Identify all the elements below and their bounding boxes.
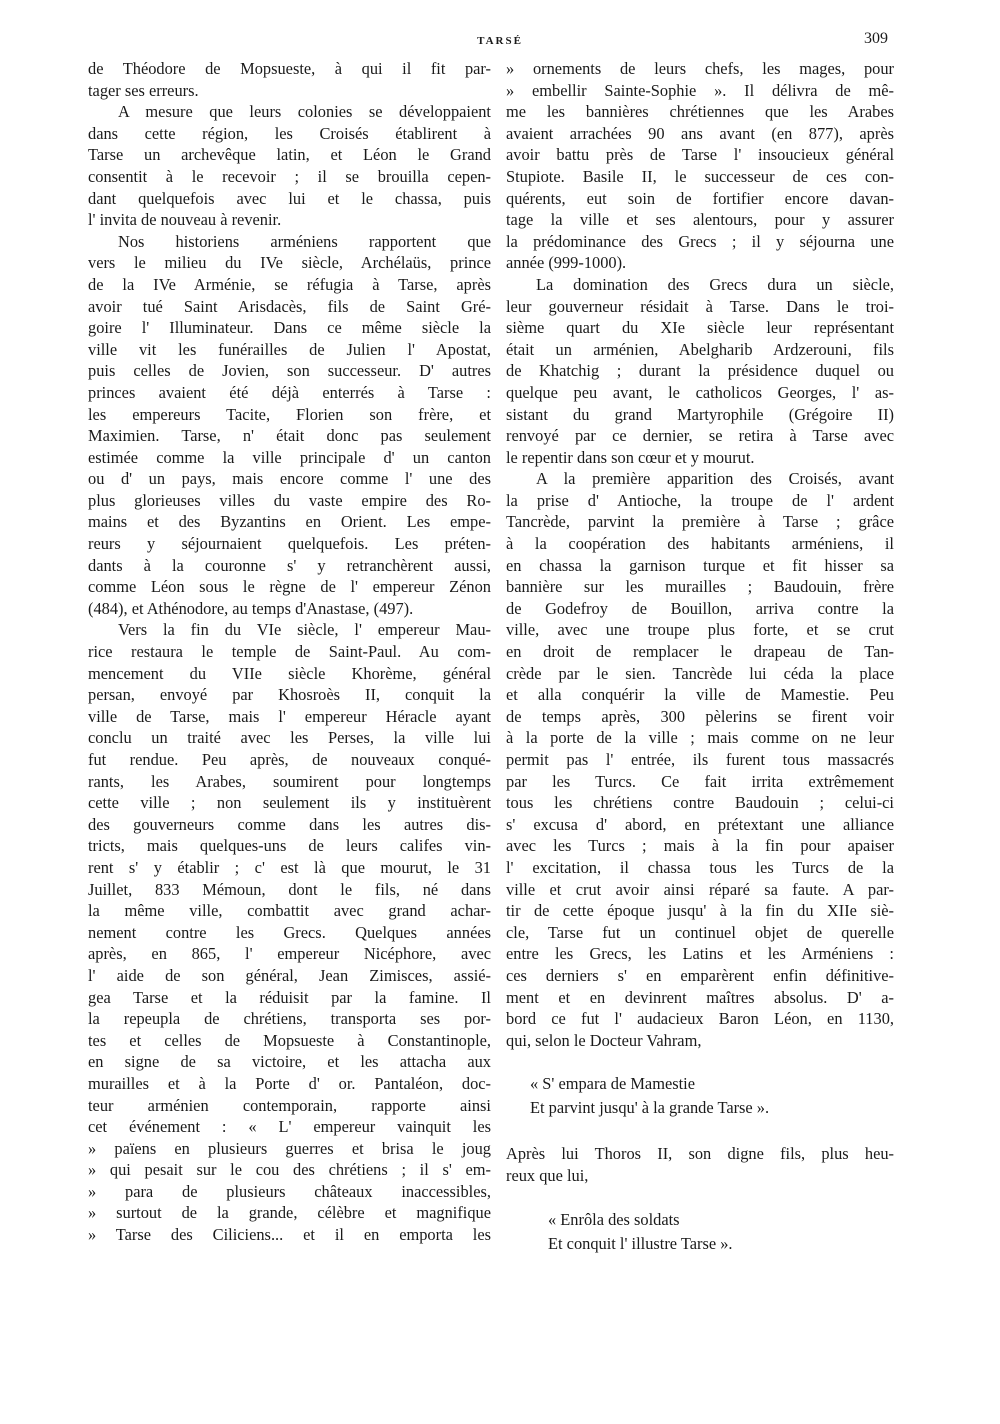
text-line: nement contre les Grecs. Quelques années bbox=[88, 922, 491, 942]
text-line: cle, Tarse fut un continuel objet de querelle bbox=[506, 922, 894, 942]
text-line: Vers la fin du VIe siècle, l' empereur Mau- bbox=[118, 620, 491, 640]
text-line: cette ville ; non seulement ils y instituèrent bbox=[88, 793, 491, 813]
text-line: de Khatchig ; durant la présidence duquel ou bbox=[506, 361, 894, 381]
text-line: » ornements de leurs chefs, les mages, pour bbox=[506, 59, 894, 78]
text-line: l' excitation, il chassa tous les Turcs de la bbox=[506, 857, 894, 877]
text-line: Nos historiens arméniens rapportent que bbox=[118, 231, 491, 251]
running-title: TARSÉ bbox=[477, 35, 523, 47]
text-line: le repentir dans son cœur et y mourut. bbox=[506, 447, 755, 467]
text-line: en droit de remplacer le drapeau de Tan- bbox=[506, 642, 894, 662]
text-line: Maximien. Tarse, n' était donc pas seulement bbox=[88, 426, 491, 446]
text-line: persan, envoyé par Khosroès II, conquit la bbox=[88, 685, 491, 705]
text-line: en signe de sa victoire, et les attacha aux bbox=[88, 1052, 491, 1072]
text-line: qui, selon le Docteur Vahram, bbox=[506, 1030, 702, 1050]
text-line: la prédominance des Grecs ; il y séjourna une bbox=[506, 231, 894, 251]
text-line: des gouverneurs comme dans les autres dis- bbox=[88, 814, 491, 834]
text-line: avec les Turcs ; mais à la fin pour apaiser bbox=[506, 836, 894, 856]
text-line: conclu un traité avec les Perses, la ville lui bbox=[88, 728, 491, 748]
text-line: mencement du VIIe siècle Khorème, général bbox=[88, 663, 491, 683]
text-line: dants à la couronne s' y retranchèrent aussi, bbox=[88, 555, 491, 575]
text-line: sième quart du XIe siècle leur représentant bbox=[506, 318, 894, 338]
text-line: tager ses erreurs. bbox=[88, 80, 199, 100]
text-line: rent s' y établir ; c' est là que mourut, le 31 bbox=[88, 857, 491, 877]
text-line: » qui pesait sur le cou des chrétiens ; il s' em- bbox=[88, 1160, 491, 1180]
text-line: tage la ville et ses alentours, pour y assurer bbox=[506, 210, 894, 230]
text-line: quérents, eut soin de fortifier encore davan- bbox=[506, 188, 894, 208]
text-line: s' excusa d' abord, en prétextant une alliance bbox=[506, 814, 894, 834]
paragraph-gap bbox=[506, 1051, 894, 1073]
text-line: plus glorieuses villes du vaste empire des Ro- bbox=[88, 490, 491, 510]
text-line: comme Léon sous le règne de l' empereur Zénon bbox=[88, 577, 491, 597]
text-line: bannière sur les murailles ; Baudouin, frère bbox=[506, 577, 894, 597]
verse-line: Et conquit l' illustre Tarse ». bbox=[548, 1233, 733, 1253]
text-line: de temps après, 300 pèlerins se firent voir bbox=[506, 706, 894, 726]
text-line: (484), et Athénodore, au temps d'Anastase, (497). bbox=[88, 598, 414, 618]
text-line: à la coopération des habitants arméniens, il bbox=[506, 534, 894, 554]
text-line: sistant du grand Martyrophile (Grégoire II) bbox=[506, 404, 894, 424]
text-line: ville, avec une troupe plus forte, et se crut bbox=[506, 620, 894, 640]
text-line: quelque peu avant, le catholicos Georges, l' as- bbox=[506, 382, 894, 402]
text-line: murailles et à la Porte d' or. Pantaléon, doc- bbox=[88, 1073, 491, 1093]
text-line: ville et crut avoir ainsi réparé sa faute. A par- bbox=[506, 879, 894, 899]
text-line: bord ce fut l' audacieux Baron Léon, en 1130, bbox=[506, 1009, 894, 1029]
text-line: ville de Tarse, mais l' empereur Héracle ayant bbox=[88, 706, 491, 726]
page-number: 309 bbox=[864, 30, 888, 47]
text-line: l' invita de nouveau à revenir. bbox=[88, 210, 282, 230]
text-line: de Théodore de Mopsueste, à qui il fit par- bbox=[88, 59, 491, 78]
text-line: l' aide de son général, Jean Zimisces, assié- bbox=[88, 965, 491, 985]
text-line: rice restaura le temple de Saint-Paul. Au com- bbox=[88, 642, 491, 662]
text-line: puis celles de Jovien, son successeur. D' autres bbox=[88, 361, 491, 381]
text-line: leur gouverneur résidait à Tarse. Dans le troi- bbox=[506, 296, 894, 316]
text-line: année (999-1000). bbox=[506, 253, 627, 273]
text-line: de la IVe Arménie, se réfugia à Tarse, après bbox=[88, 274, 491, 294]
text-line: » embellir Sainte-Sophie ». Il délivra de mê- bbox=[506, 80, 894, 100]
text-line: estimée comme la ville principale d' un canton bbox=[88, 447, 491, 467]
text-line: la même ville, combattit avec grand achar- bbox=[88, 901, 491, 921]
text-line: ment et en devinrent maîtres absolus. D' a- bbox=[506, 987, 894, 1007]
text-line: et alla conquérir la ville de Mamestie. Peu bbox=[506, 685, 894, 705]
text-line: était un arménien, Abelgharib Ardzerouni, fils bbox=[506, 339, 894, 359]
text-line: ou d' un pays, mais encore comme l' une des bbox=[88, 469, 491, 489]
text-line: tes et celles de Mopsueste à Constantinople, bbox=[88, 1030, 491, 1050]
text-line: tous les chrétiens contre Baudouin ; celui-ci bbox=[506, 793, 894, 813]
left-column bbox=[88, 58, 491, 1246]
text-line: renvoyé par ce dernier, se retira à Tarse avec bbox=[506, 426, 894, 446]
text-line: vers le milieu du IVe siècle, Archélaüs, prince bbox=[88, 253, 491, 273]
text-line: la repeupla de chrétiens, transporta ses por- bbox=[88, 1009, 491, 1029]
text-line: entre les Grecs, les Latins et les Arméniens : bbox=[506, 944, 894, 964]
text-line: avoir tué Saint Arisdacès, fils de Saint Gré- bbox=[88, 296, 491, 316]
text-line: par les Turcs. Ce fait irrita extrêmement bbox=[506, 771, 894, 791]
text-line: dant quelquefois avec lui et le chassa, puis bbox=[88, 188, 491, 208]
verse-line: « S' empara de Mamestie bbox=[530, 1074, 695, 1094]
text-line: reux que lui, bbox=[506, 1165, 589, 1185]
text-line: cet événement : « L' empereur vainquit les bbox=[88, 1117, 491, 1137]
paragraph-gap bbox=[506, 1187, 894, 1209]
text-line: fut rendue. Peu après, de nouveaux conqué- bbox=[88, 750, 491, 769]
text-line: Après lui Thoros II, son digne fils, plus heu- bbox=[506, 1144, 894, 1164]
text-line: à la porte de la ville ; mais comme on ne leur bbox=[506, 728, 894, 748]
text-line: princes avaient été déjà enterrés à Tarse : bbox=[88, 382, 491, 402]
text-line: ville vit les funérailles de Julien l' Apostat, bbox=[88, 339, 491, 359]
text-line: Tarse un archevêque latin, et Léon le Grand bbox=[88, 145, 491, 165]
text-line: avoir battu près de Tarse l' insoucieux général bbox=[506, 145, 894, 165]
verse-line: Et parvint jusqu' à la grande Tarse ». bbox=[530, 1098, 770, 1118]
text-line: » para de plusieurs châteaux inaccessibles, bbox=[88, 1181, 491, 1201]
text-line: Tancrède, parvint la première à Tarse ; grâce bbox=[506, 512, 894, 532]
text-line: me les bannières chrétiennes que les Arabes bbox=[506, 102, 894, 122]
text-line: crède par le sien. Tancrède lui céda la place bbox=[506, 663, 894, 683]
text-line: de Godefroy de Bouillon, arriva contre la bbox=[506, 598, 894, 618]
text-line: dans cette région, les Croisés établirent à bbox=[88, 123, 491, 143]
text-line: Juillet, 833 Mémoun, dont le fils, né dans bbox=[88, 879, 491, 899]
text-line: » Tarse des Ciliciens... et il en emporta les bbox=[88, 1225, 491, 1245]
text-line: Stupiote. Basile II, le successeur de ces con- bbox=[506, 166, 894, 186]
text-line: reurs y séjournaient quelquefois. Les préten- bbox=[88, 534, 491, 554]
text-line: » surtout de la grande, célèbre et magnifique bbox=[88, 1203, 491, 1223]
text-line: tricts, mais quelques-uns de leurs califes vin- bbox=[88, 836, 491, 856]
text-line: » païens en plusieurs guerres et brisa le joug bbox=[88, 1138, 491, 1158]
paragraph-gap bbox=[506, 1121, 894, 1143]
text-line: rants, les Arabes, soumirent pour longtemps bbox=[88, 771, 491, 791]
text-line: avaient arrachées 90 ans avant (en 877), après bbox=[506, 123, 894, 143]
text-line: en chassa la garnison turque et fit hisser sa bbox=[506, 555, 894, 575]
text-line: tir de cette époque jusqu' à la fin du XIIe siè- bbox=[506, 901, 894, 921]
text-line: les empereurs Tacite, Florien son frère, et bbox=[88, 404, 491, 424]
text-line: après, en 865, l' empereur Nicéphore, avec bbox=[88, 944, 491, 964]
text-line: ces derniers s' en emparèrent enfin définitive- bbox=[506, 965, 894, 985]
text-line: mains et des Byzantins en Orient. Les empe- bbox=[88, 512, 491, 532]
text-line: consentit à le recevoir ; il se brouilla cepen- bbox=[88, 166, 491, 186]
text-line: A la première apparition des Croisés, avant bbox=[536, 469, 894, 489]
text-line: gea Tarse et la réduisit par la famine. Il bbox=[88, 987, 491, 1007]
text-line: A mesure que leurs colonies se développaient bbox=[118, 102, 491, 122]
text-line: goire l' Illuminateur. Dans ce même siècle la bbox=[88, 318, 491, 338]
right-column bbox=[506, 58, 894, 1257]
text-line: permit pas l' entrée, ils furent tous massacrés bbox=[506, 750, 894, 769]
text-line: la prise d' Antioche, la troupe de l' ardent bbox=[506, 490, 894, 510]
verse-line: « Enrôla des soldats bbox=[548, 1209, 680, 1229]
text-line: teur arménien contemporain, rapporte ainsi bbox=[88, 1095, 491, 1115]
text-line: La domination des Grecs dura un siècle, bbox=[536, 274, 894, 294]
